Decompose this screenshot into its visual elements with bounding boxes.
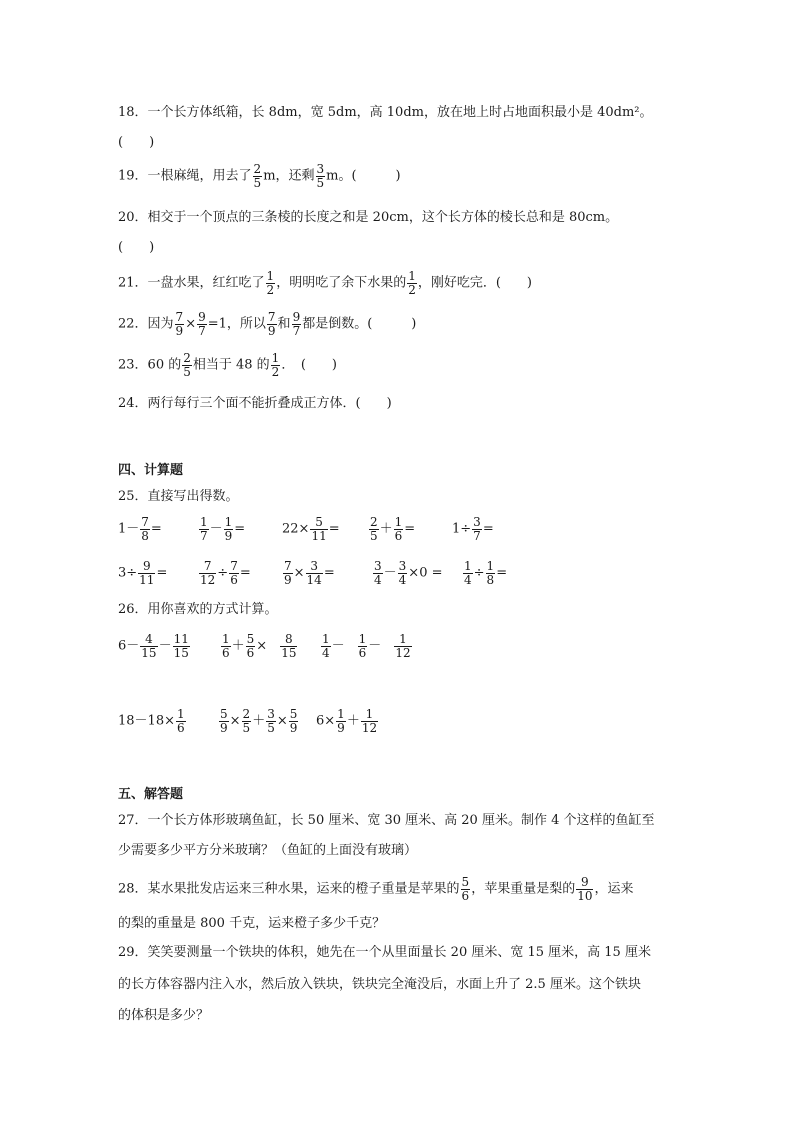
question-19: 19．一根麻绳，用去了 $\frac{2}{5}$ m，还剩 $\frac{3}{5}$ m。( ) [118,162,401,190]
calc-2-4: $\frac{3}{4}$ － $\frac{3}{4}$ ×0 = [374,559,443,587]
fraction: $\frac{1}{2}$ [408,269,416,297]
question-23: 23．60 的 $\frac{2}{5}$ 相当于 48 的 $\frac{1}{2}$ ． ( ) [118,351,337,379]
question-29-line-2: 的长方体容器内注入水，然后放入铁块，铁块完全淹没后，水面上升了 2.5 厘米。这个铁块 [118,977,641,992]
section-title-word-problems: 五、解答题 [118,787,184,802]
calc-4-1: 18－18× $\frac{1}{6}$ [118,707,185,735]
calc-2-2: $\frac{7}{12}$ ÷ $\frac{7}{6}$ = [200,559,251,587]
question-26: 26．用你喜欢的方式计算。 [118,602,278,617]
calc-2-5: $\frac{1}{4}$ ÷ $\frac{1}{8}$ = [464,559,508,587]
calc-3-3: $\frac{1}{4}$ － $\frac{1}{6}$ － $\frac{1}{12}$ [322,632,411,660]
calc-1-4: $\frac{2}{5}$ ＋ $\frac{1}{6}$ = [370,515,416,543]
calc-4-2: $\frac{5}{9}$ × $\frac{2}{5}$ ＋ $\frac{3}{5}$ × $\frac{5}{9}$ [220,707,298,735]
answer-blank-18[interactable]: ( ) [118,135,155,150]
answer-blank-20[interactable]: ( ) [118,240,155,255]
calc-4-3: 6× $\frac{1}{9}$ ＋ $\frac{1}{12}$ [316,707,378,735]
fraction: $\frac{9}{7}$ [198,310,206,338]
question-25: 25．直接写出得数。 [118,489,239,504]
question-28-line-2: 的梨的重量是 800 千克，运来橙子多少千克？ [118,916,386,931]
calc-1-2: $\frac{1}{7}$ － $\frac{1}{9}$ = [200,515,246,543]
calc-1-5: 1÷ $\frac{3}{7}$ = [452,515,494,543]
question-27-line-1: 27．一个长方体形玻璃鱼缸，长 50 厘米、宽 30 厘米、高 20 厘米。制作 4 个这样的鱼缸至 [118,813,655,828]
fraction: $\frac{2}{5}$ [253,162,262,190]
calc-3-1: 6－ $\frac{4}{15}$ － $\frac{11}{15}$ [118,632,189,660]
question-29-line-1: 29．笑笑要测量一个铁块的体积，她先在一个从里面量长 20 厘米、宽 15 厘米，高 15 厘米 [118,945,651,960]
fraction: $\frac{1}{2}$ [266,269,275,297]
fraction: $\frac{1}{2}$ [271,351,280,379]
question-29-line-3: 的体积是多少？ [118,1008,210,1023]
question-18: 18．一个长方体纸箱，长 8dm，宽 5dm，高 10dm，放在地上时占地面积最小是 40dm²。 [118,105,653,120]
fraction: $\frac{9}{7}$ [292,310,301,338]
fraction: $\frac{3}{5}$ [316,162,325,190]
calc-2-3: $\frac{7}{9}$ × $\frac{3}{14}$ = [284,559,335,587]
calc-1-1: 1－ $\frac{7}{8}$ = [118,515,162,543]
question-20: 20．相交于一个顶点的三条棱的长度之和是 20cm，这个长方体的棱长总和是 80cm。 [118,210,619,225]
question-27-line-2: 少需要多少平方分米玻璃？（鱼缸的上面没有玻璃） [118,843,418,858]
fraction: $\frac{7}{9}$ [175,310,184,338]
question-28-line-1: 28．某水果批发店运来三种水果，运来的橙子重量是苹果的 $\frac{5}{6}$ ，苹果重量是梨的 $\frac{9}{10}$ ，运来 [118,875,634,903]
question-24: 24．两行每行三个面不能折叠成正方体．( ) [118,396,392,411]
question-21: 21．一盘水果，红红吃了 $\frac{1}{2}$ ，明明吃了余下水果的 $\frac{1}{2}$ ，刚好吃完．( ) [118,269,532,297]
calc-2-1: 3÷ $\frac{9}{11}$ = [118,559,168,587]
fraction: $\frac{2}{5}$ [183,351,191,379]
question-22: 22．因为 $\frac{7}{9}$ × $\frac{9}{7}$ =1，所以 $\frac{7}{9}$ 和 $\frac{9}{7}$ 都是倒数。( ) [118,310,417,338]
fraction: $\frac{7}{9}$ [267,310,276,338]
calc-3-2: $\frac{1}{6}$ ＋ $\frac{5}{6}$ × $\frac{8}{15}$ [222,632,297,660]
calc-1-3: 22× $\frac{5}{11}$ = [282,515,340,543]
section-title-calculation: 四、计算题 [118,463,184,478]
